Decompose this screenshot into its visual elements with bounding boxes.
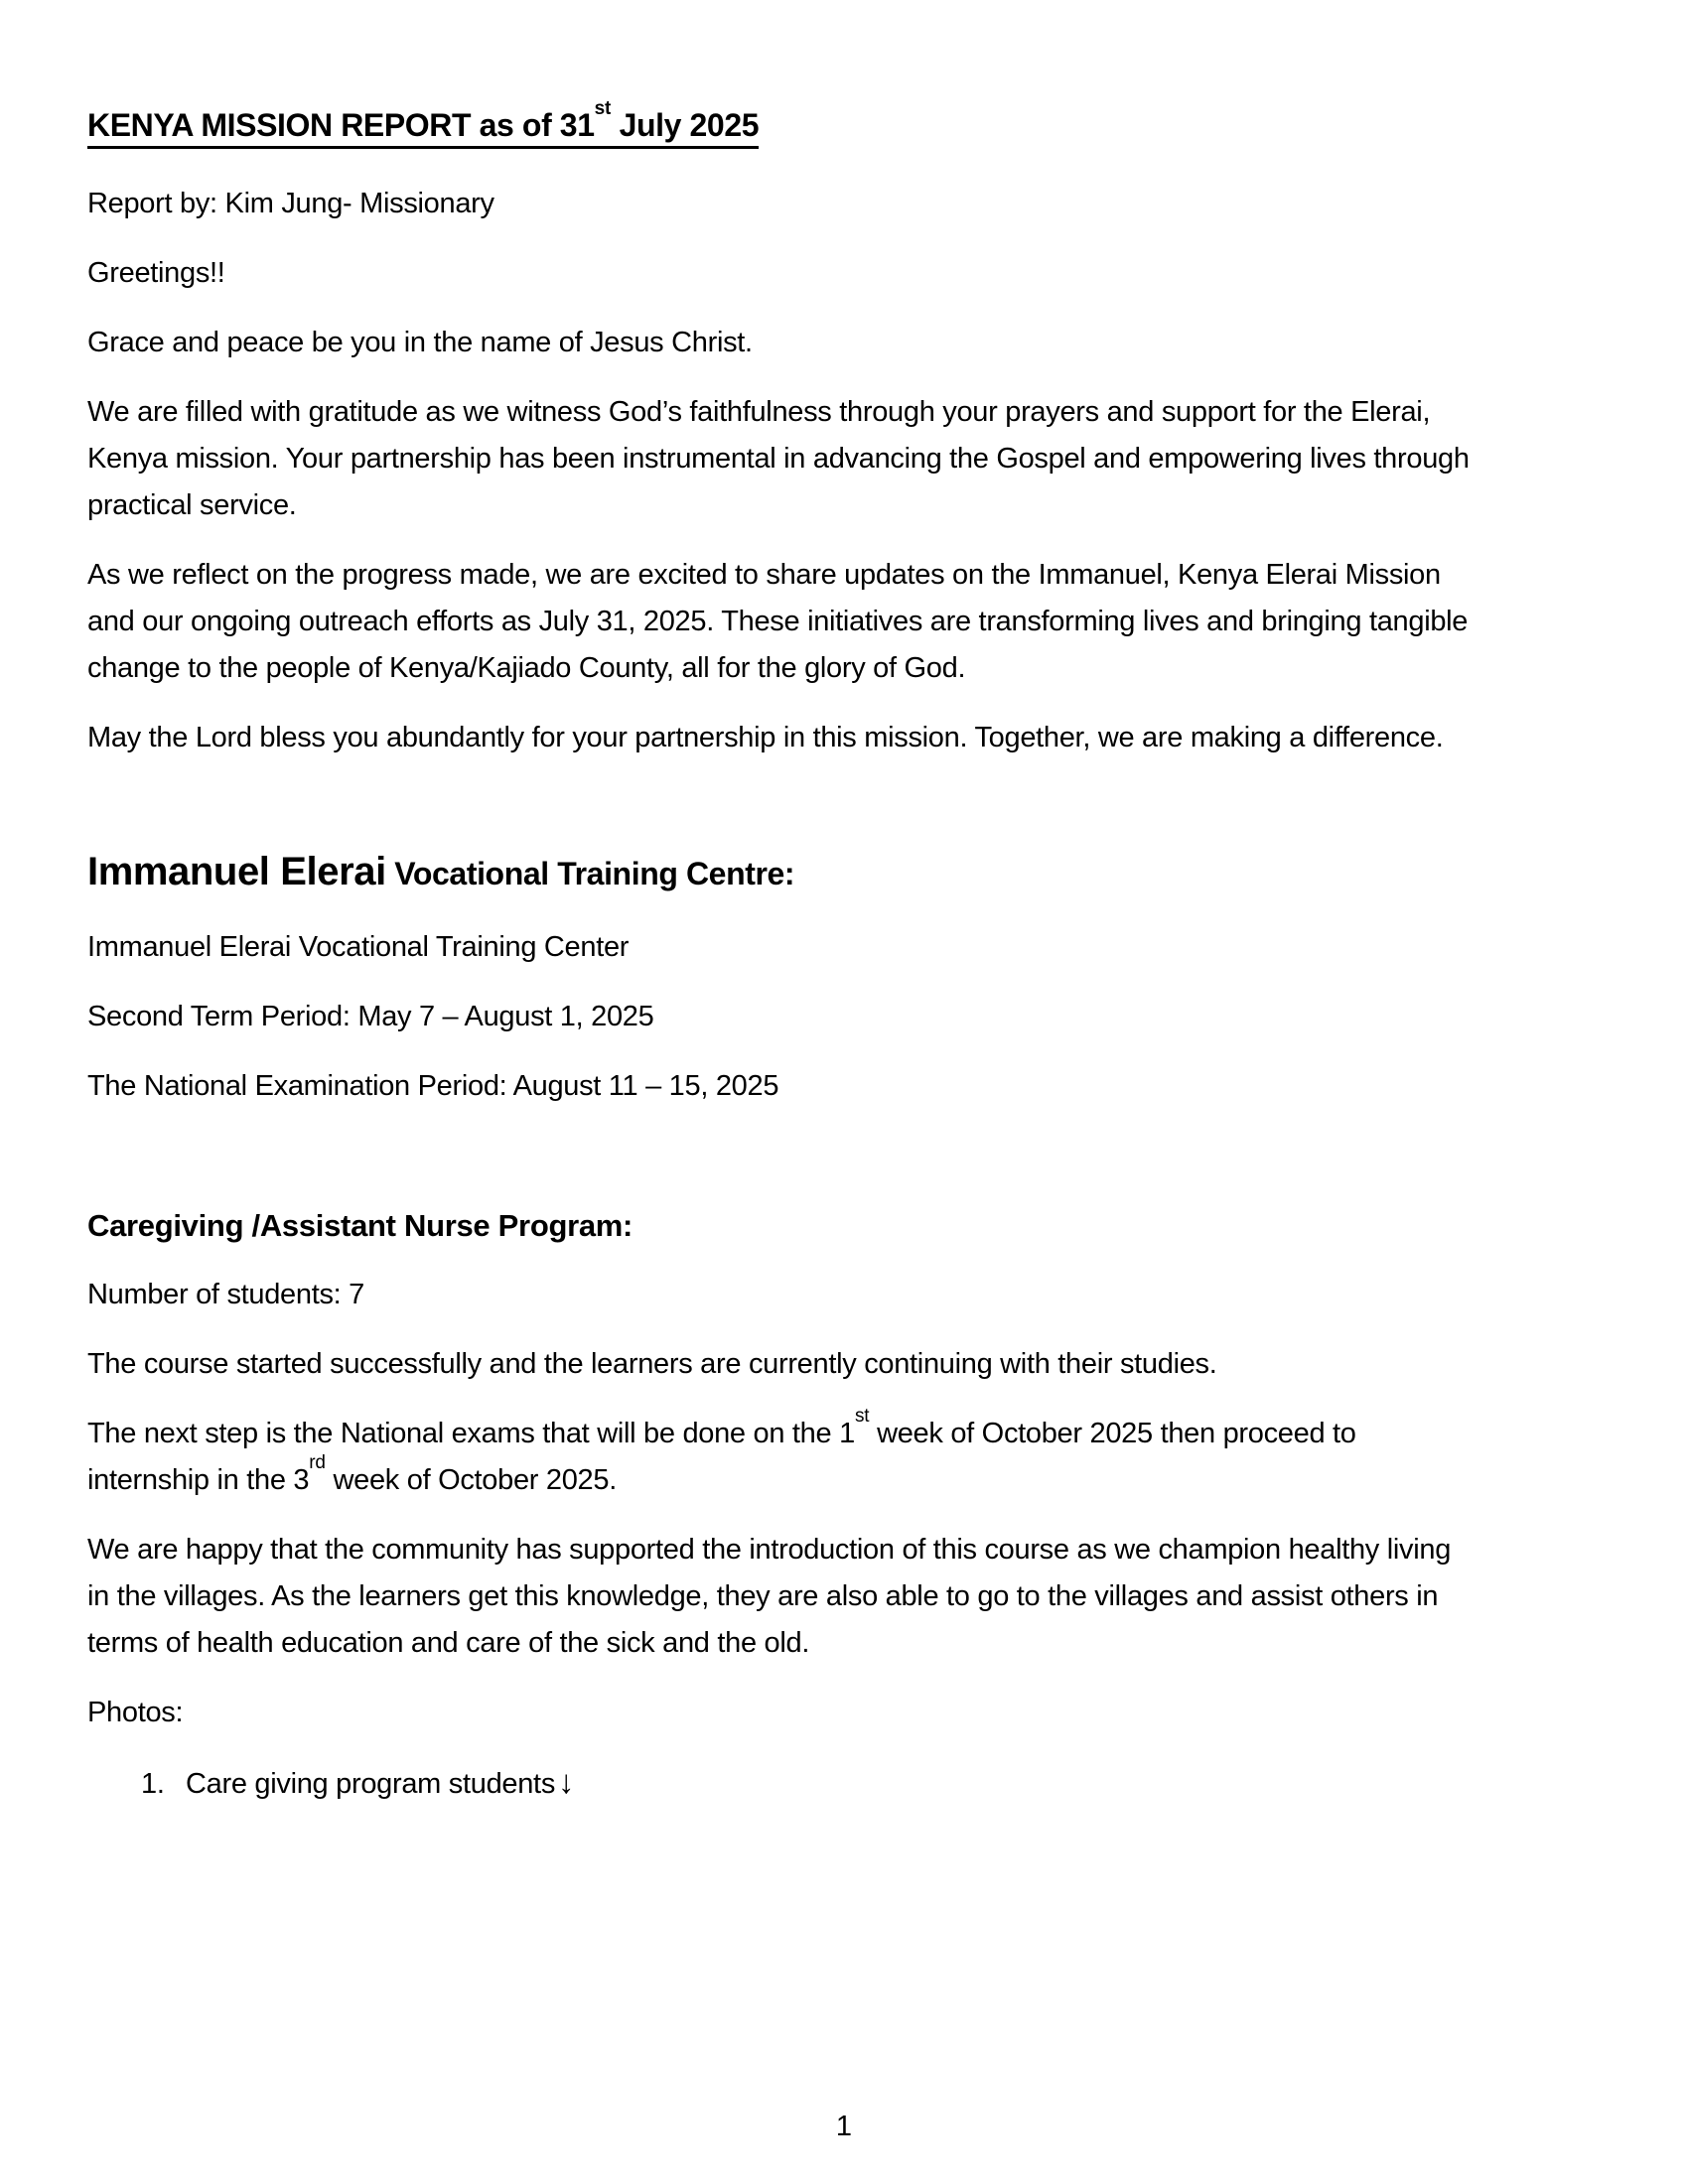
next-step-paragraph-line-2 — [87, 1452, 1601, 1504]
next-step-text-c: internship in the 3 — [87, 1464, 310, 1496]
community-support-paragraph-line-3: terms of health education and care of the sick and the old. — [87, 1627, 810, 1659]
course-started-line: The course started successfully and the learners are currently continuing with their studies. — [87, 1348, 1217, 1380]
community-support-paragraph-line-1: We are happy that the community has supported the introduction of this course as we champion healthy living — [87, 1534, 1452, 1566]
grace-line: Grace and peace be you in the name of Jesus Christ. — [87, 327, 753, 358]
next-step-paragraph-line-1 — [87, 1406, 1601, 1457]
photos-label: Photos: — [87, 1697, 184, 1728]
report-title-date: July 2025 — [611, 107, 760, 143]
down-arrow-icon: ↓ — [558, 1763, 575, 1800]
vocational-centre-heading-rest: Vocational Training Centre: — [385, 856, 795, 891]
community-support-paragraph-line-2: in the villages. As the learners get this knowledge, they are also able to go to the villages and assist others in — [87, 1580, 1439, 1612]
gratitude-paragraph-line-1: We are filled with gratitude as we witness God’s faithfulness through your prayers and support for the Elerai, — [87, 396, 1431, 428]
caregiving-program-heading: Caregiving /Assistant Nurse Program: — [87, 1208, 633, 1243]
progress-paragraph-line-2: and our ongoing outreach efforts as July 31, 2025. These initiatives are transforming lives and bringing tangible — [87, 606, 1469, 637]
number-of-students-line: Number of students: 7 — [87, 1279, 365, 1310]
report-title-underlined — [87, 98, 760, 149]
progress-paragraph — [87, 552, 1601, 692]
page-number: 1 — [835, 2111, 853, 2142]
photo-list-item-1 — [87, 1758, 1601, 1808]
blessing-line: May the Lord bless you abundantly for your partnership in this mission. Together, we are making a difference. — [87, 722, 1444, 753]
gratitude-paragraph — [87, 389, 1601, 529]
gratitude-paragraph-line-2: Kenya mission. Your partnership has been instrumental in advancing the Gospel and empowering lives through — [87, 443, 1470, 475]
community-support-paragraph — [87, 1527, 1601, 1667]
report-by-line: Report by: Kim Jung- Missionary — [87, 188, 494, 219]
next-step-paragraph — [87, 1406, 1601, 1504]
photo-list-item-1-number: 1. — [141, 1768, 165, 1800]
vocational-centre-heading-name: Immanuel Elerai — [87, 850, 386, 893]
next-step-text-d: week of October 2025. — [325, 1464, 617, 1496]
progress-paragraph-line-3: change to the people of Kenya/Kajiado County, all for the glory of God. — [87, 652, 966, 684]
next-step-text-a: The next step is the National exams that will be done on the 1 — [87, 1418, 855, 1449]
report-title — [87, 98, 1601, 145]
second-term-period-line: Second Term Period: May 7 – August 1, 2025 — [87, 1001, 654, 1032]
first-week-ordinal-superscript: st — [854, 1406, 870, 1428]
next-step-text-b: week of October 2025 then proceed to — [869, 1418, 1356, 1449]
greeting-line: Greetings!! — [87, 257, 225, 289]
photo-list-item-1-label: Care giving program students — [186, 1768, 556, 1800]
vocational-centre-heading — [87, 846, 1601, 903]
progress-paragraph-line-1: As we reflect on the progress made, we are excited to share updates on the Immanuel, Kenya Elerai Mission — [87, 559, 1441, 591]
report-title-ordinal-superscript: st — [594, 98, 612, 120]
report-title-text: KENYA MISSION REPORT as of 31 — [87, 107, 595, 143]
third-week-ordinal-superscript: rd — [309, 1452, 326, 1474]
national-examination-period-line: The National Examination Period: August 11 – 15, 2025 — [87, 1070, 779, 1102]
gratitude-paragraph-line-3: practical service. — [87, 489, 297, 521]
vocational-centre-line: Immanuel Elerai Vocational Training Center — [87, 931, 630, 963]
